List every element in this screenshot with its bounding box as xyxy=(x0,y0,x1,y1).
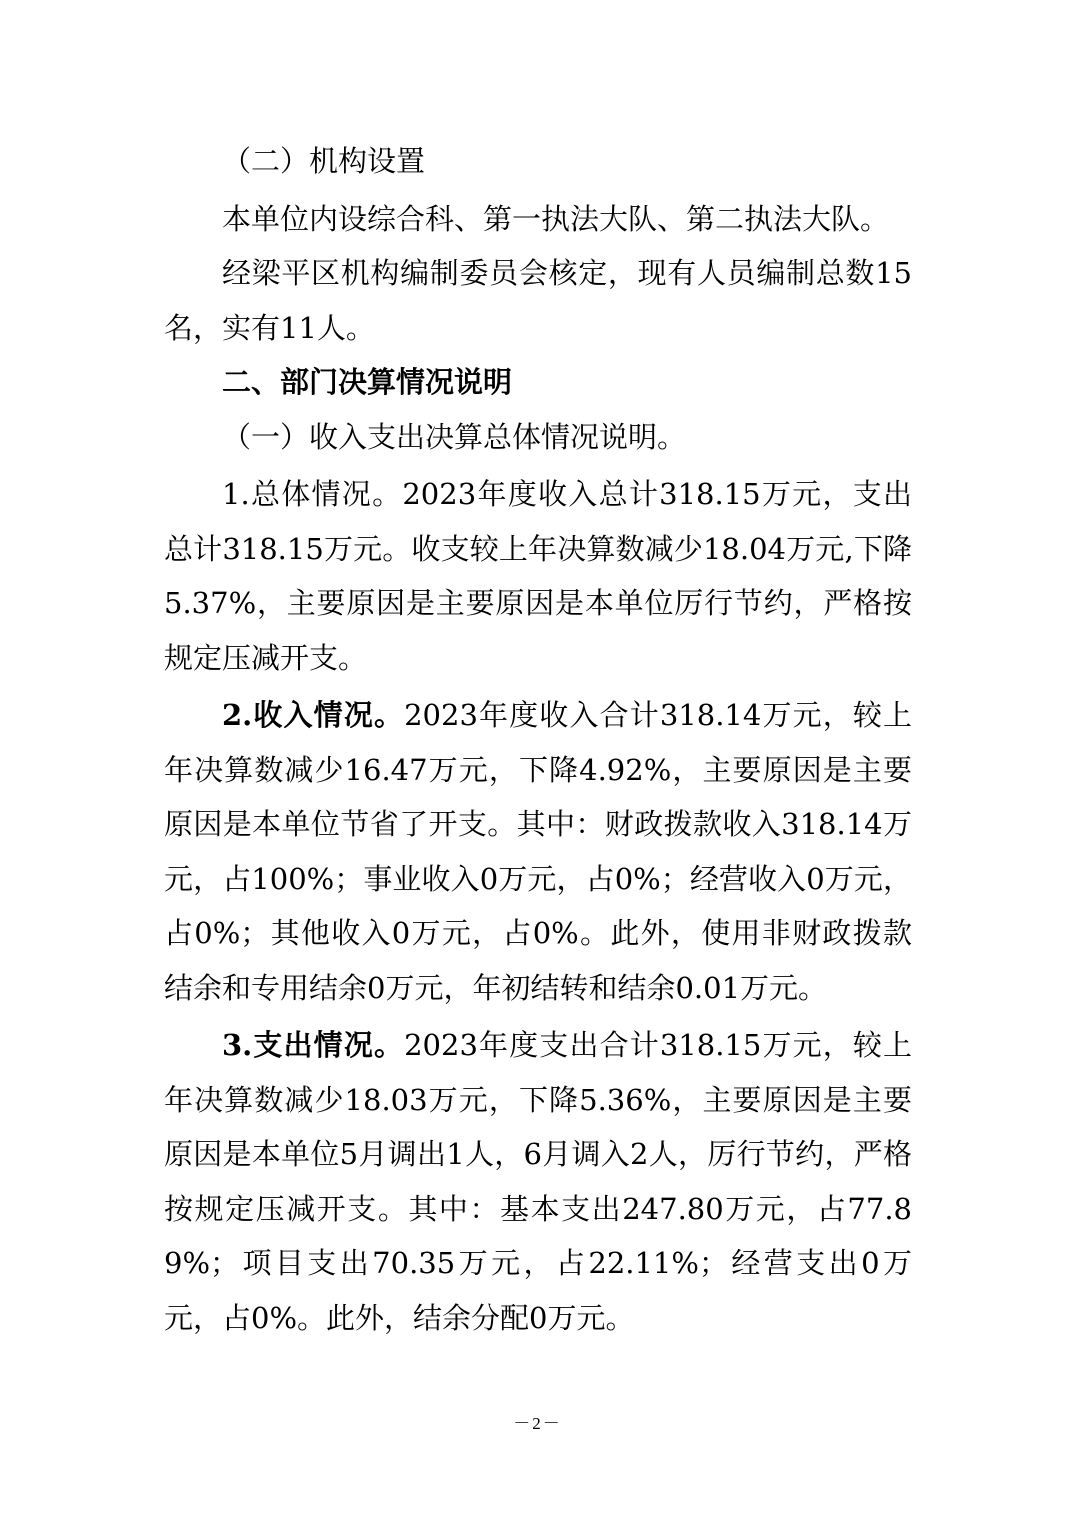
staffing-paragraph: 经梁平区机构编制委员会核定，现有人员编制总数15名，实有11人。 xyxy=(164,256,912,345)
expenditure-paragraph xyxy=(164,1018,912,1345)
income-body: 2023年度收入合计318.14万元，较上年决算数减少16.47万元，下降4.92%，主要原因是主要原因是本单位节省了开支。其中：财政拨款收入318.14万元，占100%；事业收入0万元，占0%；经营收入0万元，占0%；其他收入0万元，占0%。此外，使用非财政拨款结余和专用结余0万元，年初结转和结余0.01万元。 xyxy=(164,698,912,1005)
income-paragraph xyxy=(164,688,912,1015)
income-lead: 2.收入情况。 xyxy=(222,698,405,732)
chapter-heading: 二、部门决算情况说明 xyxy=(222,365,513,399)
expenditure-body: 2023年度支出合计318.15万元，较上年决算数减少18.03万元，下降5.36%，主要原因是主要原因是本单位5月调出1人，6月调入2人，厉行节约，严格按规定压减开支。其中：基本支出247.80万元，占77.89%；项目支出70.35万元，占22.11%；经营支出0万元，占0%。此外，结余分配0万元。 xyxy=(164,1028,912,1335)
document-body xyxy=(164,134,912,1345)
subsection-heading: （一）收入支出决算总体情况说明。 xyxy=(222,419,687,454)
page-number: －2－ xyxy=(513,1414,562,1433)
expenditure-lead: 3.支出情况。 xyxy=(222,1028,405,1062)
overall-lead: 1.总体情况。 xyxy=(222,477,403,511)
overall-body: 2023年度收入总计318.15万元，支出总计318.15万元。收支较上年决算数减少18.04万元,下降5.37%，主要原因是主要原因是本单位厉行节约，严格按规定压减开支。 xyxy=(164,477,912,675)
org-units-paragraph: 本单位内设综合科、第一执法大队、第二执法大队。 xyxy=(222,201,890,236)
overall-paragraph xyxy=(164,467,912,685)
section-heading-org: （二）机构设置 xyxy=(222,144,426,178)
